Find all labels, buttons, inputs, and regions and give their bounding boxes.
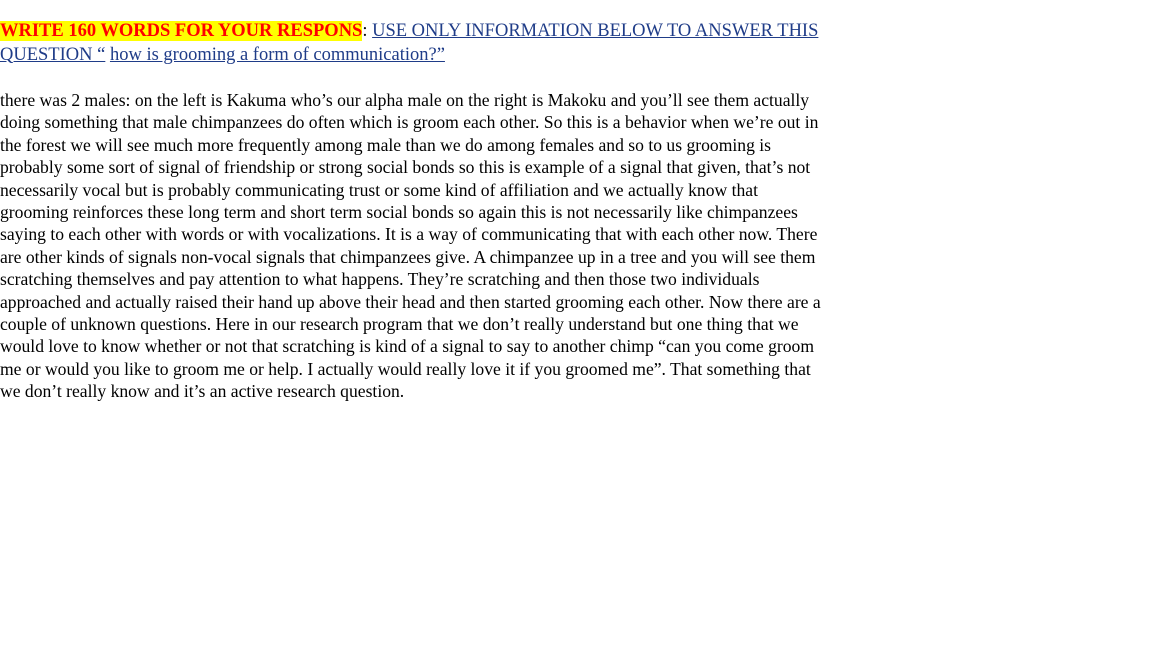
question-link[interactable]: how is grooming a form of communication?” [109, 44, 445, 65]
highlighted-instruction: WRITE 160 WORDS FOR YOUR RESPONS [0, 21, 363, 41]
heading-separator: : [362, 21, 373, 41]
prompt-heading [0, 20, 830, 67]
instruction-link[interactable]: USE ONLY INFORMATION BELOW TO ANSWER THIS QUESTION “ [0, 21, 819, 65]
document-page [0, 20, 830, 403]
transcript-passage: there was 2 males: on the left is Kakuma who’s our alpha male on the right is Makoku and you’ll see them actually doing something that male chimpanzees do often which is groom each other. So this is a behavior when we’re out in the forest we will see much more frequently among male than we do among females and so to us grooming is probably some sort of signal of friendship or strong social bonds so this is example of a signal that given, that’s not necessarily vocal but is probably communicating trust or some kind of affiliation and we actually know that grooming reinforces these long term and short term social bonds so again this is not necessarily like chimpanzees saying to each other with words or with vocalizations. It is a way of communicating that with each other now. There are other kinds of signals non-vocal signals that chimpanzees give. A chimpanzee up in a tree and you will see them scratching themselves and pay attention to what happens. They’re scratching and then those two individuals approached and actually raised their hand up above their head and then started grooming each other. Now there are a couple of unknown questions. Here in our research program that we don’t really understand but one thing that we would love to know whether or not that scratching is kind of a signal to say to another chimp “can you come groom me or would you like to groom me or help. I actually would really love it if you groomed me”. That something that we don’t really know and it’s an active research question. [0, 90, 821, 402]
